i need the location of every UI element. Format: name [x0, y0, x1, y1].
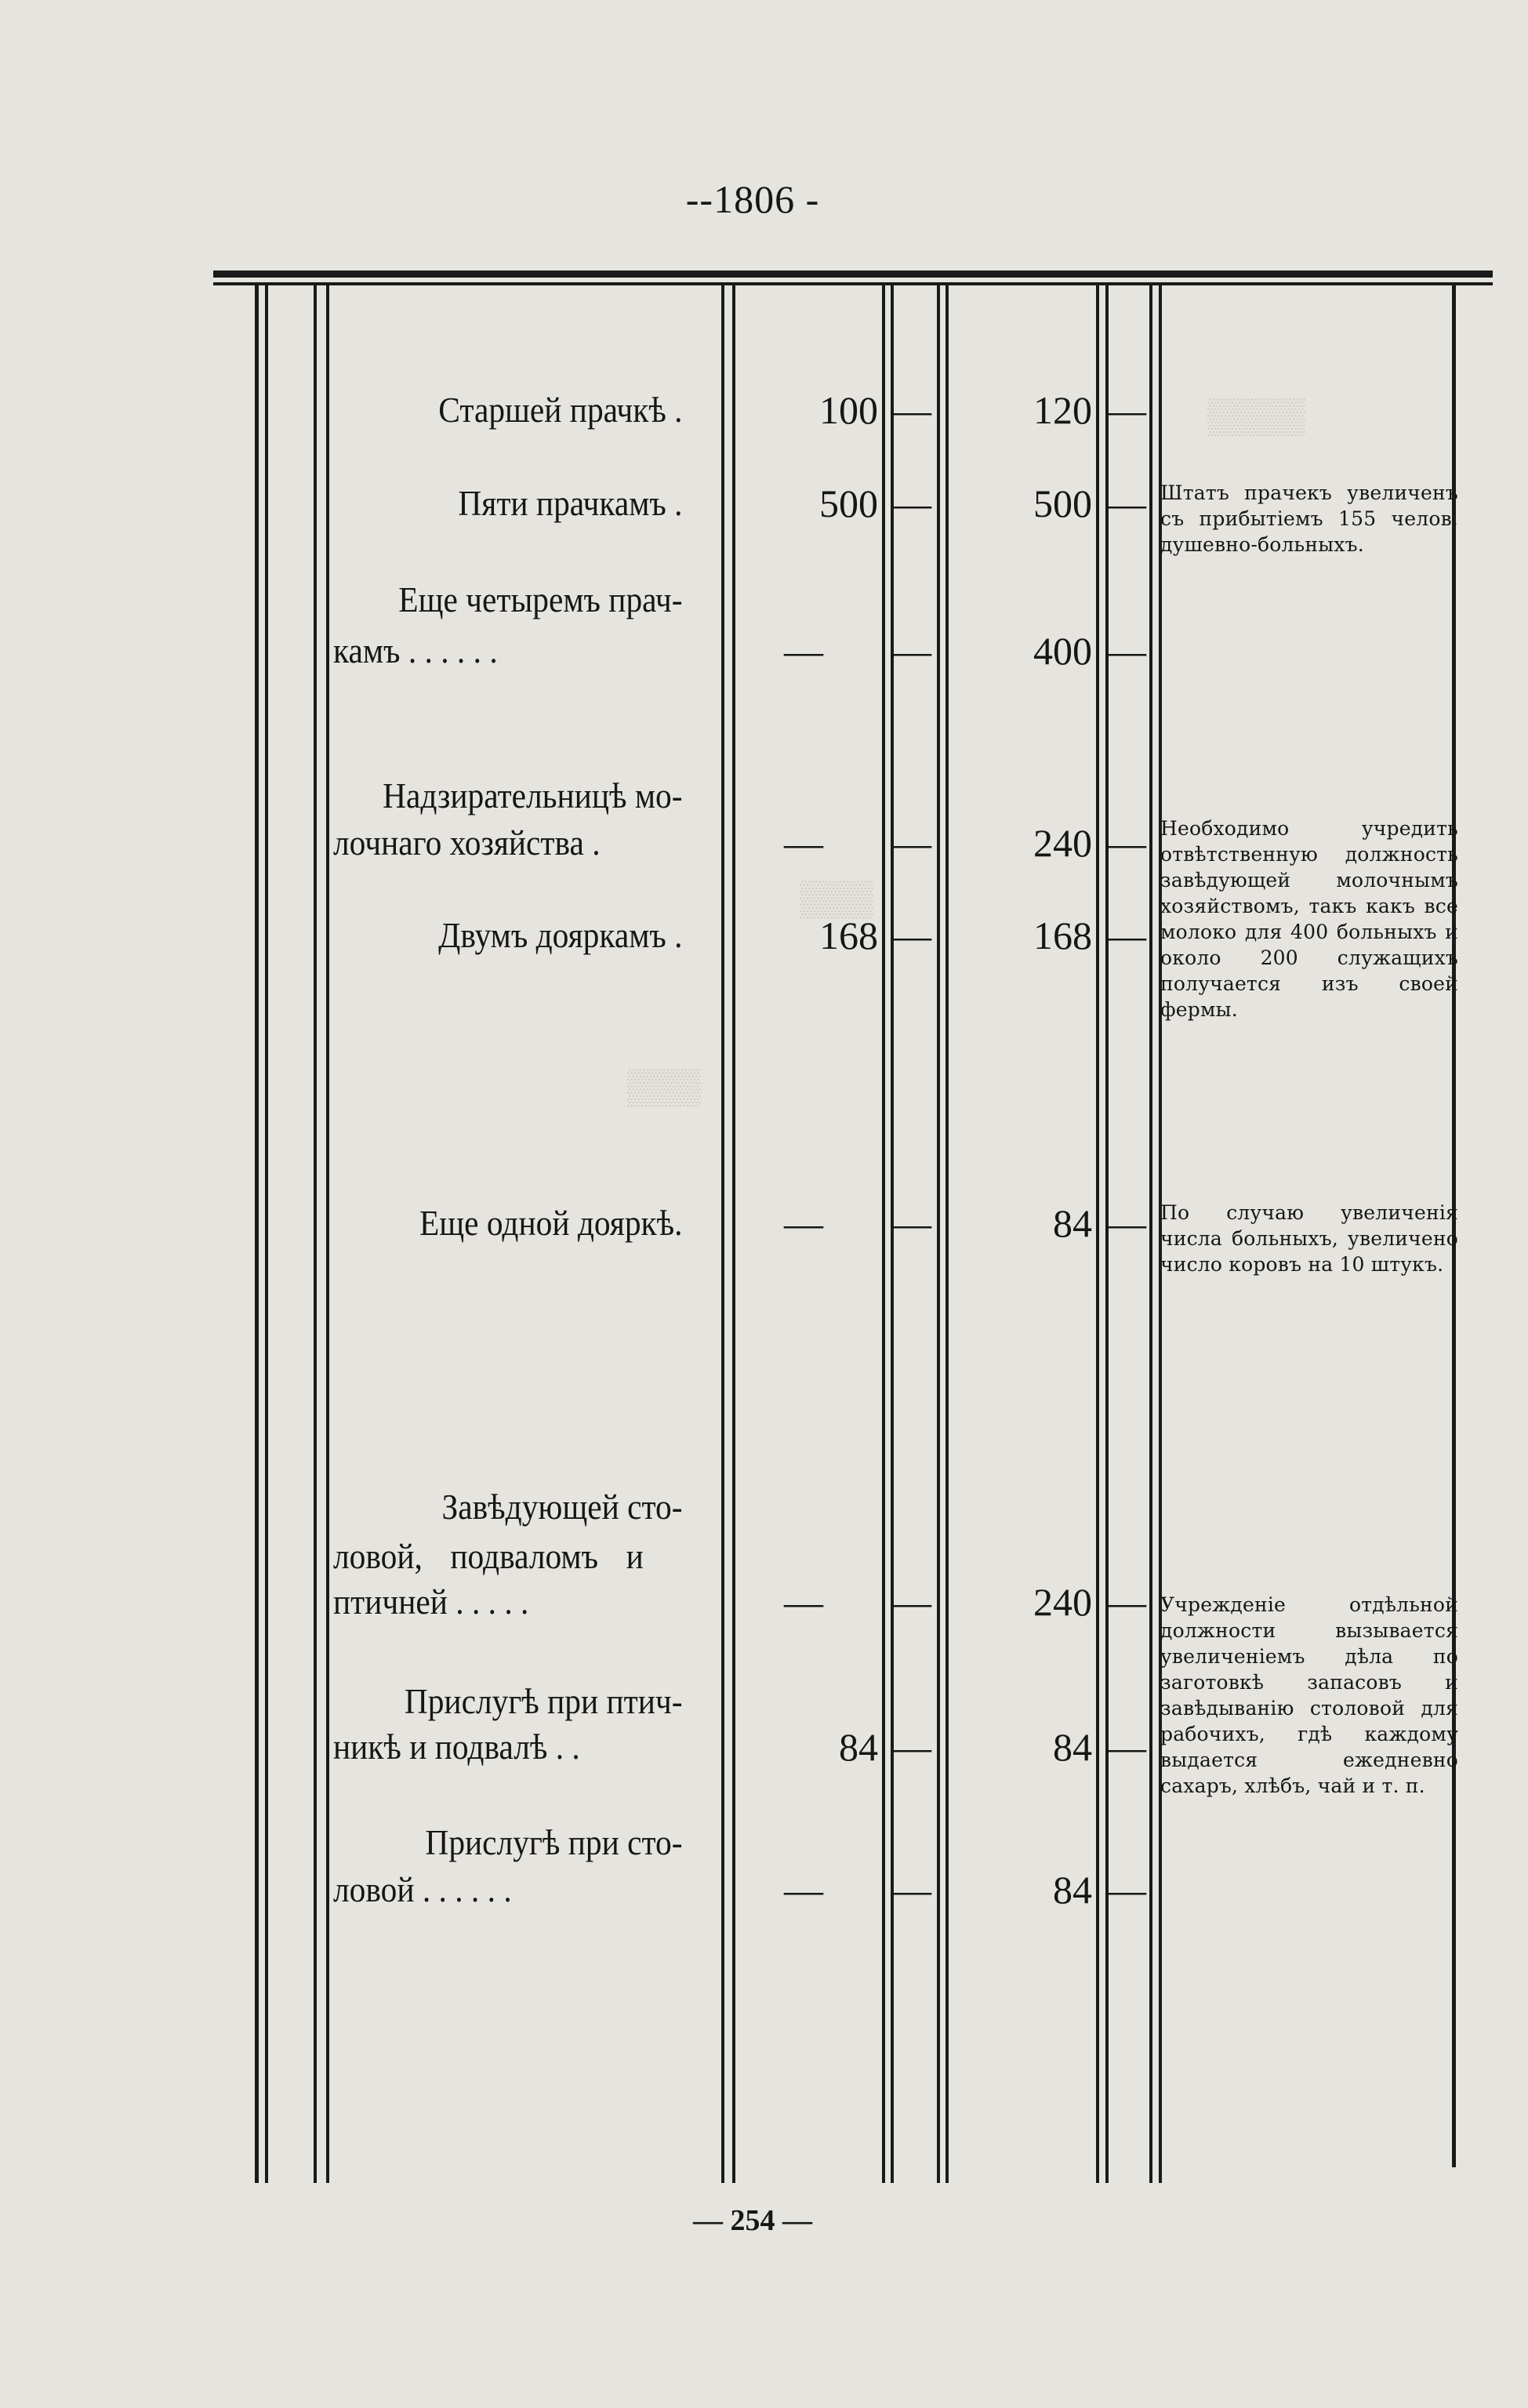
- new-dash: —: [1107, 821, 1146, 865]
- note-cows-increase: По случаю увеличенія числа больныхъ, увеличено число коровъ на 10 штукъ.: [1160, 1201, 1458, 1276]
- row-label-senior-laundress: Старшей прачкѣ .: [438, 390, 683, 430]
- page-footer-number: — 254 —: [693, 2204, 812, 2237]
- old-dash: —: [892, 913, 931, 957]
- old-value: —: [784, 1868, 823, 1912]
- row-label-canteen-manager: Завѣдующей сто-: [441, 1487, 683, 1527]
- new-dash: —: [1107, 1868, 1146, 1912]
- new-value: 84: [1053, 1725, 1092, 1769]
- row-label-four-more-laundresses: Еще четыремъ прач-: [398, 579, 683, 619]
- bleed-through-text: ▒▒▒: [800, 879, 873, 917]
- old-value: —: [784, 821, 823, 865]
- page-header-number: --1806 -: [685, 177, 820, 221]
- old-dash: —: [892, 821, 931, 865]
- old-value: 500: [819, 481, 878, 525]
- column-line: [255, 285, 259, 2183]
- old-value: —: [784, 629, 823, 673]
- new-dash: —: [1107, 913, 1146, 957]
- row-label-poultry-cellar-servant-cont: никѣ и подвалѣ . .: [333, 1727, 580, 1767]
- old-value: —: [784, 1201, 823, 1245]
- column-line: [882, 285, 885, 2183]
- bleed-through-text: ▒▒▒▒: [1207, 397, 1305, 435]
- old-dash: —: [892, 388, 931, 432]
- top-rule-thin: [213, 282, 1493, 285]
- top-rule-thick: [213, 271, 1493, 278]
- new-dash: —: [1107, 1725, 1146, 1769]
- new-value: 240: [1033, 821, 1092, 865]
- row-label-canteen-manager-cont: ловой, подваломъ и: [333, 1536, 644, 1576]
- row-label-four-more-laundresses-cont: камъ . . . . . .: [333, 630, 498, 670]
- old-dash: —: [892, 481, 931, 525]
- row-label-two-milkmaids: Двумъ дояркамъ .: [438, 915, 683, 955]
- new-value: 168: [1033, 913, 1092, 957]
- old-value: —: [784, 1580, 823, 1624]
- row-label-dairy-supervisor-cont: лочнаго хозяйства .: [333, 823, 601, 863]
- new-value: 84: [1053, 1868, 1092, 1912]
- column-line: [265, 285, 268, 2183]
- new-dash: —: [1107, 1580, 1146, 1624]
- row-label-poultry-cellar-servant: Прислугѣ при птич-: [404, 1681, 683, 1721]
- old-dash: —: [892, 629, 931, 673]
- row-label-canteen-servant: Прислугѣ при сто-: [425, 1822, 683, 1862]
- column-line: [937, 285, 940, 2183]
- row-label-one-more-milkmaid: Еще одной дояркѣ.: [419, 1203, 683, 1243]
- old-value: 84: [839, 1725, 878, 1769]
- old-value: 100: [819, 388, 878, 432]
- column-line: [732, 285, 735, 2183]
- new-dash: —: [1107, 1201, 1146, 1245]
- bleed-through-text: ▒▒▒: [627, 1067, 701, 1106]
- old-dash: —: [892, 1201, 931, 1245]
- row-label-canteen-manager-cont2: птичней . . . . .: [333, 1582, 529, 1622]
- note-laundress-staff: Штатъ прачекъ увеличенъ съ прибытіемъ 155 челов. душевно-больныхъ.: [1160, 481, 1458, 556]
- new-value: 84: [1053, 1201, 1092, 1245]
- new-dash: —: [1107, 629, 1146, 673]
- new-dash: —: [1107, 481, 1146, 525]
- note-dairy-supervisor: Необходимо учредить отвѣтственную должность завѣдующей молочнымъ хозяйствомъ, такъ какъ все молоко для 400 больныхъ и около 200 служащихъ получается изъ своей фермы.: [1160, 817, 1458, 1021]
- row-label-canteen-servant-cont: ловой . . . . . .: [333, 1869, 512, 1909]
- old-dash: —: [892, 1580, 931, 1624]
- row-label-dairy-supervisor: Надзирательницѣ мо-: [383, 775, 683, 815]
- old-value: 168: [819, 913, 878, 957]
- new-dash: —: [1107, 388, 1146, 432]
- old-dash: —: [892, 1725, 931, 1769]
- new-value: 120: [1033, 388, 1092, 432]
- column-line: [1149, 285, 1152, 2183]
- column-line: [1096, 285, 1099, 2183]
- row-label-five-laundresses: Пяти прачкамъ .: [458, 483, 683, 523]
- old-dash: —: [892, 1868, 931, 1912]
- column-line: [721, 285, 724, 2183]
- column-line: [945, 285, 949, 2183]
- new-value: 240: [1033, 1580, 1092, 1624]
- new-value: 500: [1033, 481, 1092, 525]
- note-canteen-manager: Учрежденіе отдѣльной должности вызывается увеличеніемъ дѣла по заготовкѣ запасовъ и завѣдыванію столовой для рабочихъ, гдѣ каждому выдается ежедневно сахаръ, хлѣбъ, чай и т. п.: [1160, 1593, 1458, 1797]
- new-value: 400: [1033, 629, 1092, 673]
